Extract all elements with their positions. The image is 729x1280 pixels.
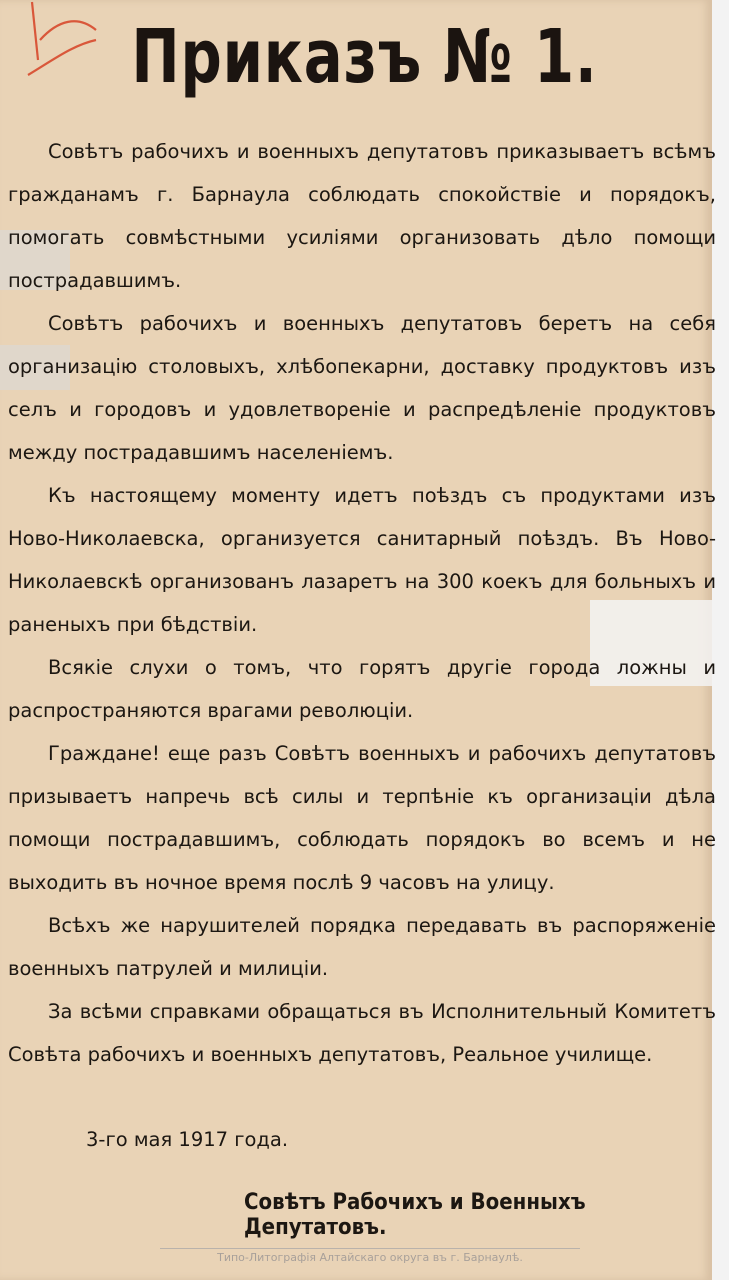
paragraph-4: Всякіе слухи о томъ, что горятъ другіе города ложны и распространяются врагами революціи. [8, 656, 716, 722]
signature: Совѣтъ Рабочихъ и Военныхъ Депутатовъ. [244, 1190, 586, 1240]
paragraph-2: Совѣтъ рабочихъ и военныхъ депутатовъ беретъ на себя организацію столовыхъ, хлѣбопекарни, доставку продуктовъ изъ селъ и городовъ и удовлетвореніе и распредѣленіе продуктовъ между пострадавшимъ населеніемъ. [8, 312, 716, 464]
paragraph-5: Граждане! еще разъ Совѣтъ военныхъ и рабочихъ депутатовъ призываетъ напречь всѣ силы и терпѣніе къ организаціи дѣла помощи пострадавшимъ, соблюдать порядокъ во всемъ и не выходить въ ночное время послѣ 9 часовъ на улицу. [8, 742, 716, 894]
paragraph-6: Всѣхъ же нарушителей порядка передавать въ распоряженіе военныхъ патрулей и милиціи. [8, 914, 716, 980]
page-title: Приказъ № 1. [131, 14, 598, 100]
document-body [8, 130, 716, 1076]
paragraph-3: Къ настоящему моменту идетъ поѣздъ съ продуктами изъ Ново-Николаевска, организуется санитарный поѣздъ. Въ Ново-Николаевскѣ организованъ лазаретъ на 300 коекъ для больныхъ и раненыхъ при бѣдствіи. [8, 484, 716, 636]
printer-imprint: Типо-Литографія Алтайскаго округа въ г. Барнаулѣ. [160, 1248, 580, 1264]
paragraph-1: Совѣтъ рабочихъ и военныхъ депутатовъ приказываетъ всѣмъ гражданамъ г. Барнаула соблюдать спокойствіе и порядокъ, помогать совмѣстными усиліями организовать дѣло помощи пострадавшимъ. [8, 140, 716, 292]
document-date: 3-го мая 1917 года. [86, 1128, 289, 1151]
paragraph-7: За всѣми справками обращаться въ Исполнительный Комитетъ Совѣта рабочихъ и военныхъ депутатовъ, Реальное училище. [8, 1000, 716, 1066]
